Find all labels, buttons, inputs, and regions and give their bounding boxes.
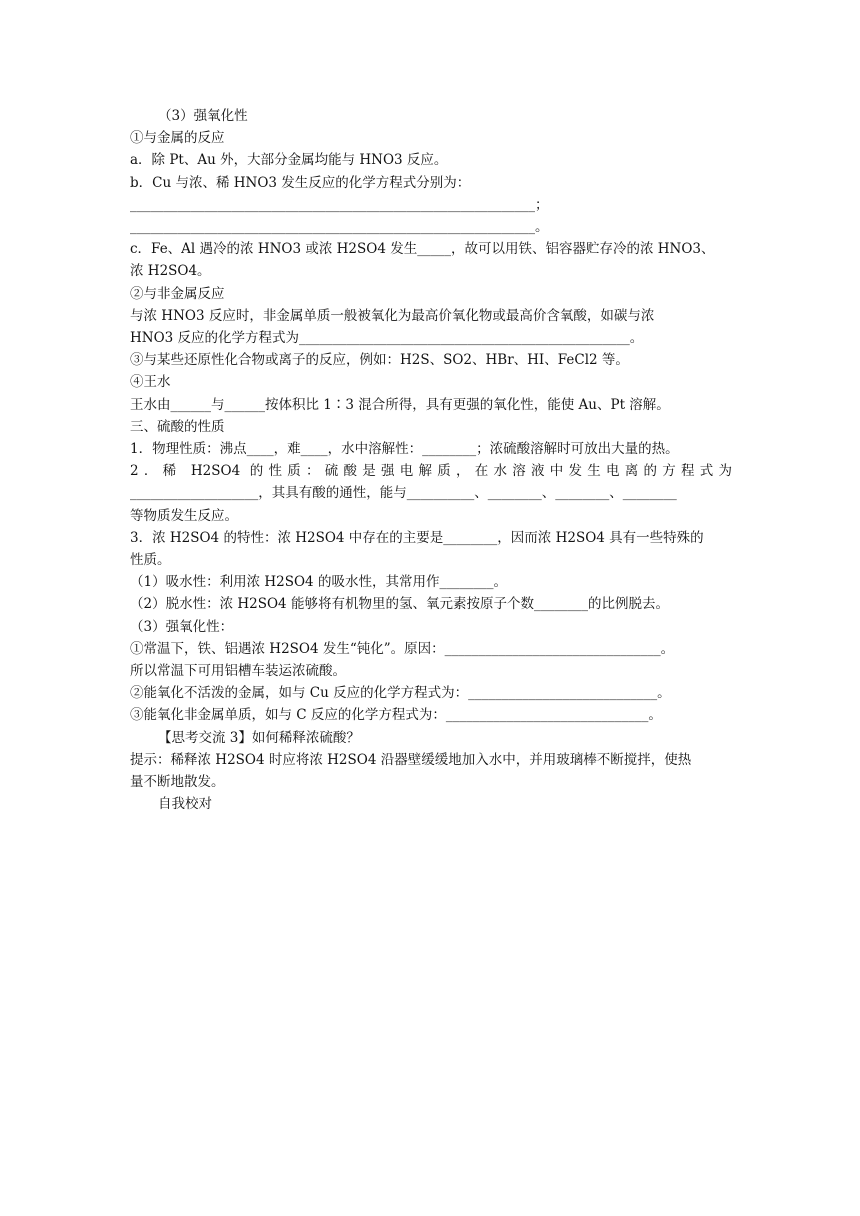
subheading-metal-reaction: ①与金属的反应 — [130, 130, 225, 147]
text-line: HNO3 反应的化学方程式为_________________________________________________。 — [130, 330, 644, 347]
text-line: 王水由______与______按体积比 1∶3 混合所得，具有更强的氧化性，能使 Au、Pt 溶解。 — [130, 396, 670, 413]
text-line: b．Cu 与浓、稀 HNO3 发生反应的化学方程式分别为： — [130, 174, 471, 191]
text-line: c．Fe、Al 遇冷的浓 HNO3 或浓 H2SO4 发生_____，故可以用铁、铝容器贮存冷的浓 HNO3、 — [130, 241, 715, 258]
text-line: 所以常温下可用铝槽车装运浓硫酸。 — [130, 663, 346, 680]
text-line: （1）吸水性：利用浓 H2SO4 的吸水性，其常用作________。 — [130, 574, 507, 591]
text-line: 与浓 HNO3 反应时，非金属单质一般被氧化为最高价氧化物或最高价含氧酸，如碳与浓 — [130, 307, 655, 324]
text-line: ③能氧化非金属单质，如与 C 反应的化学方程式为：______________________________。 — [130, 707, 662, 724]
text-line: ②能氧化不活泼的金属，如与 Cu 反应的化学方程式为：____________________________。 — [130, 685, 671, 702]
document-body — [130, 105, 732, 816]
text-line: （2）脱水性：浓 H2SO4 能够将有机物里的氢、氧元素按原子个数________的比例脱去。 — [130, 596, 669, 613]
think-exchange-heading: 【思考交流 3】如何稀释浓硫酸？ — [158, 729, 360, 746]
text-line: 浓 H2SO4。 — [130, 263, 211, 280]
hint-text: 提示：稀释浓 H2SO4 时应将浓 H2SO4 沿器壁缓缓地加入水中，并用玻璃棒不断搅拌，使热 — [130, 751, 692, 768]
hint-text: 量不断地散发。 — [130, 774, 225, 791]
text-line: 性质。 — [130, 552, 171, 569]
text-line: a．除 Pt、Au 外，大部分金属均能与 HNO3 反应。 — [130, 152, 448, 169]
answer-blank-line: ____________________________________________________________。 — [130, 219, 549, 236]
text-line: 3．浓 H2SO4 的特性：浓 H2SO4 中存在的主要是________，因而浓 H2SO4 具有一些特殊的 — [130, 529, 704, 546]
text-line: ___________________，其具有酸的通性，能与__________、________、________、________ — [130, 485, 677, 502]
subheading-strong-oxidizing: （3）强氧化性： — [130, 618, 234, 635]
subheading-nonmetal-reaction: ②与非金属反应 — [130, 285, 225, 302]
subheading-aqua-regia: ④王水 — [130, 374, 171, 391]
text-line: 等物质发生反应。 — [130, 507, 238, 524]
text-line: ①常温下，铁、铝遇浓 H2SO4 发生“钝化”。原因：________________________________。 — [130, 640, 675, 657]
self-check-heading: 自我校对 — [158, 796, 212, 813]
text-line: ③与某些还原性化合物或离子的反应，例如：H2S、SO2、HBr、HI、FeCl2 等。 — [130, 352, 629, 369]
text-line: 2．稀 H2SO4 的性质：硫酸是强电解质，在水溶液中发生电离的方程式为 — [130, 463, 732, 480]
answer-blank-line: ____________________________________________________________； — [130, 196, 549, 213]
heading-strong-oxidizing: （3）强氧化性 — [158, 108, 248, 124]
section-heading-sulfuric-acid: 三、硫酸的性质 — [130, 418, 225, 435]
text-line: 1．物理性质：沸点____，难____，水中溶解性：________；浓硫酸溶解时可放出大量的热。 — [130, 441, 679, 458]
